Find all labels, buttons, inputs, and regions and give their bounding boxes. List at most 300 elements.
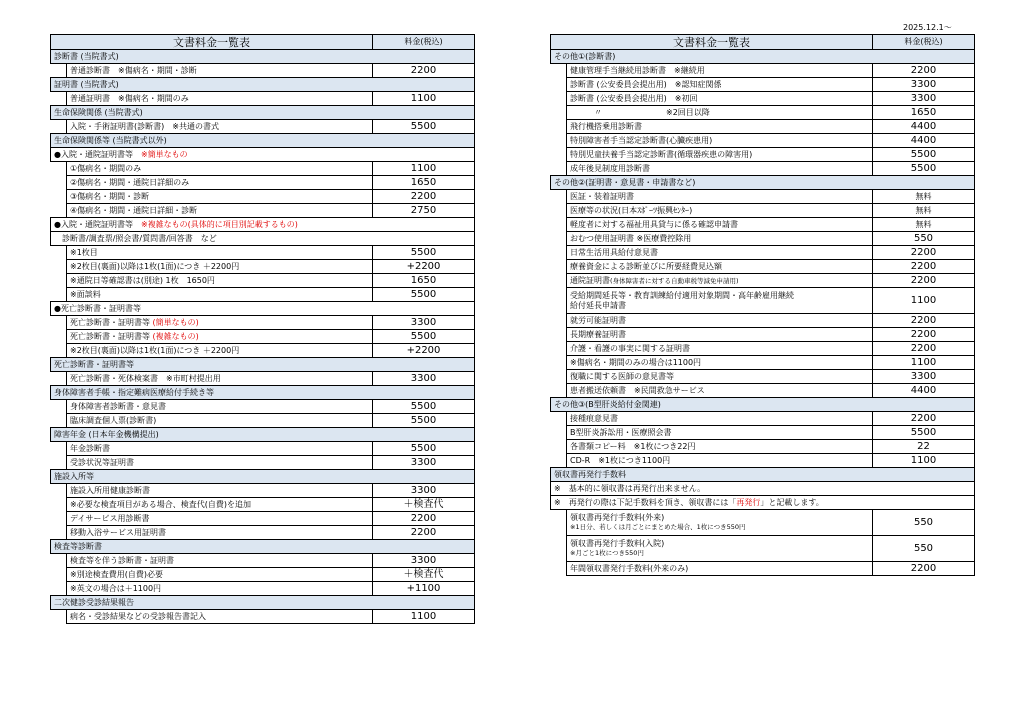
table-row xyxy=(51,246,475,260)
indent-cell xyxy=(551,106,567,120)
table-row xyxy=(551,120,975,134)
label-text: ●入院・通院証明書等 xyxy=(54,219,141,229)
item-label xyxy=(67,92,373,106)
table-row xyxy=(551,426,975,440)
price-cell: 2200 xyxy=(373,190,475,204)
label-text: 身体障害者手帳・指定難病医療給付手続き等 xyxy=(54,387,214,397)
table-row xyxy=(551,288,975,314)
price-cell: 5500 xyxy=(373,330,475,344)
price-cell: ＋検査代 xyxy=(373,568,475,582)
table-row xyxy=(51,302,475,316)
indent-cell xyxy=(51,582,67,596)
table-row xyxy=(551,148,975,162)
price-cell: 2200 xyxy=(873,562,975,576)
section-label xyxy=(551,50,975,64)
item-label xyxy=(567,440,873,454)
indent-cell xyxy=(51,414,67,428)
item-label xyxy=(567,120,873,134)
item-label xyxy=(67,582,373,596)
label-text: 施設入所等 xyxy=(54,471,94,481)
label-text: 診断書 (公安委員会提出用) ※認知症関係 xyxy=(570,79,722,89)
section-label xyxy=(551,176,975,190)
item-label-line1: 領収書再発行手数料(外来) xyxy=(570,513,665,523)
label-text: 接種痕意見書 xyxy=(570,413,618,423)
label-text: 患者搬送依頼書 ※民間救急サービス xyxy=(570,385,705,395)
price-cell: 1100 xyxy=(373,610,475,624)
indent-cell xyxy=(51,512,67,526)
price-cell: +2200 xyxy=(373,260,475,274)
label-text: 移動入浴サービス用証明書 xyxy=(70,527,166,537)
item-label xyxy=(67,260,373,274)
price-cell: +2200 xyxy=(373,344,475,358)
label-text: その他③(B型肝炎給付金関連) xyxy=(554,399,661,409)
table-row xyxy=(51,442,475,456)
indent-cell xyxy=(551,536,567,562)
label-text: ②傷病名・期間・通院日詳細のみ xyxy=(70,177,190,187)
price-cell: 3300 xyxy=(373,316,475,330)
item-label xyxy=(67,414,373,428)
table-row xyxy=(51,148,475,162)
label-text: 死亡診断書・死体検案書 ※市町村提出用 xyxy=(70,373,221,383)
table-row xyxy=(51,64,475,78)
table-row xyxy=(51,512,475,526)
section-label xyxy=(51,470,475,484)
indent-cell xyxy=(551,120,567,134)
item-label-line1: 受給期間延長等・教育訓練給付適用対象期間・高年齢雇用継続 xyxy=(570,290,794,300)
item-label xyxy=(567,190,873,204)
item-label xyxy=(67,204,373,218)
row-label xyxy=(51,302,475,316)
label-text: 診断書 (当院書式) xyxy=(54,51,119,61)
price-cell: 3300 xyxy=(373,372,475,386)
item-label xyxy=(567,260,873,274)
price-cell: 無料 xyxy=(873,218,975,232)
label-text: 診断書/調査票/照会書/質問書/回答書 など xyxy=(54,233,217,243)
indent-cell xyxy=(51,176,67,190)
left-fee-table xyxy=(50,34,475,624)
indent-cell xyxy=(51,568,67,582)
table-row xyxy=(51,120,475,134)
section-label xyxy=(51,358,475,372)
table-row xyxy=(551,78,975,92)
indent-cell xyxy=(551,328,567,342)
indent-cell xyxy=(51,120,67,134)
indent-cell xyxy=(51,400,67,414)
label-text: ①傷病名・期間のみ xyxy=(70,163,142,173)
row-label xyxy=(51,218,475,232)
price-cell: 550 xyxy=(873,232,975,246)
indent-cell xyxy=(51,288,67,302)
table-row xyxy=(51,456,475,470)
price-cell: 3300 xyxy=(373,554,475,568)
label-text: CD-R ※1枚につき1100円 xyxy=(570,455,671,465)
table-header-row xyxy=(51,35,475,50)
table-title: 文書料金一覧表 xyxy=(51,35,373,50)
price-cell: 3300 xyxy=(873,370,975,384)
label-text: ④傷病名・期間・通院日詳細・診断 xyxy=(70,205,198,215)
indent-cell xyxy=(51,162,67,176)
label-text: 身体障害者診断書・意見書 xyxy=(70,401,166,411)
highlight-text: 再発行 xyxy=(736,497,761,507)
indent-cell xyxy=(51,246,67,260)
table-header-row xyxy=(551,35,975,50)
price-cell: 5500 xyxy=(373,400,475,414)
item-label xyxy=(567,454,873,468)
price-cell: 4400 xyxy=(873,120,975,134)
item-label xyxy=(567,370,873,384)
indent-cell xyxy=(51,498,67,512)
indent-cell xyxy=(551,412,567,426)
label-text: 領収書再発行手数料 xyxy=(554,469,626,479)
table-row xyxy=(51,232,475,246)
table-row xyxy=(551,106,975,120)
item-label xyxy=(67,498,373,512)
indent-cell xyxy=(551,148,567,162)
label-text: 就労可能証明書 xyxy=(570,315,626,325)
indent-cell xyxy=(551,274,567,288)
item-label xyxy=(67,554,373,568)
label-text: 年金診断書 xyxy=(70,443,110,453)
item-label-line2: ※月ごと1枚につき550円 xyxy=(570,549,644,558)
table-row xyxy=(51,400,475,414)
price-cell: 4400 xyxy=(873,384,975,398)
indent-cell xyxy=(51,372,67,386)
item-label xyxy=(567,78,873,92)
item-label xyxy=(567,384,873,398)
small-text: (身体障害者に対する自動車税等減免申請用) xyxy=(610,276,739,285)
indent-cell xyxy=(51,526,67,540)
indent-cell xyxy=(551,426,567,440)
item-label xyxy=(67,400,373,414)
item-label xyxy=(567,148,873,162)
row-label xyxy=(51,232,475,246)
price-cell: 5500 xyxy=(373,442,475,456)
indent-cell xyxy=(51,344,67,358)
label-text: 特別障害者手当認定診断書(心臓疾患用) xyxy=(570,135,713,145)
highlight-text: ※複雑なもの(具体的に項目別記載するもの) xyxy=(140,219,298,229)
label-text: 証明書 (当院書式) xyxy=(54,79,119,89)
item-label xyxy=(567,134,873,148)
item-label xyxy=(67,610,373,624)
price-cell: +1100 xyxy=(373,582,475,596)
indent-cell xyxy=(551,232,567,246)
section-row xyxy=(551,176,975,190)
right-fee-table xyxy=(550,34,975,576)
item-label xyxy=(567,562,873,576)
label-text: 介護・看護の事実に関する証明書 xyxy=(570,343,690,353)
indent-cell xyxy=(51,260,67,274)
section-label xyxy=(51,540,475,554)
label-text: 普通診断書 ※傷病名・期間・診断 xyxy=(70,65,197,75)
indent-cell xyxy=(551,134,567,148)
item-label xyxy=(67,190,373,204)
section-row xyxy=(51,106,475,120)
item-label xyxy=(67,330,373,344)
table-row xyxy=(551,412,975,426)
label-text: 復職に関する医師の意見書等 xyxy=(570,371,674,381)
item-label xyxy=(567,328,873,342)
indent-cell xyxy=(551,64,567,78)
price-cell: 2200 xyxy=(373,512,475,526)
label-text: 病名・受診結果などの受診報告書記入 xyxy=(70,611,206,621)
label-text: 軽度者に対する福祉用具貸与に係る確認申請書 xyxy=(570,219,738,229)
table-row xyxy=(551,314,975,328)
item-label xyxy=(67,526,373,540)
label-text: ※1枚目 xyxy=(70,247,98,257)
table-row xyxy=(51,316,475,330)
indent-cell xyxy=(551,204,567,218)
label-text: 特別児童扶養手当認定診断書(循環器疾患の障害用) xyxy=(570,149,753,159)
section-row xyxy=(551,468,975,482)
item-label xyxy=(67,288,373,302)
label-text-after: 」と記載します。 xyxy=(760,497,824,507)
section-row xyxy=(51,134,475,148)
table-row xyxy=(551,454,975,468)
price-cell: 3300 xyxy=(373,456,475,470)
table-row xyxy=(51,260,475,274)
item-label-line1: 領収書再発行手数料(入院) xyxy=(570,539,665,549)
label-text: 通院証明書 xyxy=(570,275,610,285)
label-text: 診断書 (公安委員会提出用) ※初回 xyxy=(570,93,698,103)
label-text: ●死亡診断書・証明書等 xyxy=(54,303,141,313)
section-label xyxy=(51,50,475,64)
table-row xyxy=(551,356,975,370)
table-row xyxy=(551,510,975,536)
item-label xyxy=(67,64,373,78)
table-row xyxy=(551,562,975,576)
price-cell: 5500 xyxy=(873,148,975,162)
item-label xyxy=(67,344,373,358)
item-label xyxy=(567,92,873,106)
indent-cell xyxy=(551,190,567,204)
price-cell: 1650 xyxy=(373,176,475,190)
item-label xyxy=(567,232,873,246)
item-label xyxy=(67,246,373,260)
item-label xyxy=(67,568,373,582)
label-text: デイサービス用診断書 xyxy=(70,513,150,523)
section-row xyxy=(51,428,475,442)
label-text: ※傷病名・期間のみの場合は1100円 xyxy=(570,357,702,367)
price-cell: 2200 xyxy=(873,274,975,288)
section-row xyxy=(51,358,475,372)
item-label xyxy=(567,106,873,120)
table-row xyxy=(551,342,975,356)
label-text: 成年後見制度用診断書 xyxy=(570,163,650,173)
indent-cell xyxy=(51,64,67,78)
item-label xyxy=(567,536,873,562)
section-label xyxy=(51,106,475,120)
item-label xyxy=(567,274,873,288)
label-text: 医療等の状況(日本ｽﾎﾟｰﾂ振興ｾﾝﾀｰ) xyxy=(570,205,693,215)
price-cell: 5500 xyxy=(373,246,475,260)
label-text: ※別途検査費用(自費)必要 xyxy=(70,569,163,579)
table-row xyxy=(551,162,975,176)
label-text: 長期療養証明書 xyxy=(570,329,626,339)
item-label xyxy=(567,64,873,78)
label-text: 療養資金による診断並びに所要経費見込額 xyxy=(570,261,722,271)
table-row xyxy=(51,498,475,512)
table-row xyxy=(51,484,475,498)
item-label xyxy=(567,342,873,356)
price-cell: 3300 xyxy=(373,484,475,498)
table-row xyxy=(551,64,975,78)
indent-cell xyxy=(51,554,67,568)
table-row xyxy=(51,330,475,344)
label-text: 生命保険関係等 (当院書式以外) xyxy=(54,135,167,145)
section-row xyxy=(551,50,975,64)
table-row xyxy=(551,328,975,342)
table-row xyxy=(51,162,475,176)
indent-cell xyxy=(551,218,567,232)
indent-cell xyxy=(551,370,567,384)
table-row xyxy=(51,554,475,568)
price-cell: 2200 xyxy=(873,246,975,260)
price-cell: 1650 xyxy=(373,274,475,288)
label-text: ※英文の場合は＋1100円 xyxy=(70,583,162,593)
item-label xyxy=(567,426,873,440)
table-row xyxy=(551,274,975,288)
table-row xyxy=(551,204,975,218)
label-text: ※ 基本的に領収書は再発行出来ません。 xyxy=(554,483,706,493)
label-text: 二次健診受診結果報告 xyxy=(54,597,134,607)
section-row xyxy=(51,540,475,554)
item-label xyxy=(67,512,373,526)
label-text: 障害年金 (日本年金機構提出) xyxy=(54,429,159,439)
item-label xyxy=(67,442,373,456)
item-label xyxy=(67,176,373,190)
highlight-text: (複雑なもの) xyxy=(152,331,199,341)
price-cell: 2200 xyxy=(873,342,975,356)
price-cell: ＋検査代 xyxy=(373,498,475,512)
indent-cell xyxy=(551,314,567,328)
label-text: 死亡診断書・証明書等 xyxy=(70,317,153,327)
table-row xyxy=(51,568,475,582)
price-cell: 3300 xyxy=(873,92,975,106)
price-cell: 1650 xyxy=(873,106,975,120)
price-cell: 無料 xyxy=(873,204,975,218)
price-cell: 4400 xyxy=(873,134,975,148)
table-row xyxy=(551,496,975,510)
price-cell: 2200 xyxy=(873,64,975,78)
indent-cell xyxy=(51,204,67,218)
label-text: 生命保険関係 (当院書式) xyxy=(54,107,143,117)
label-text: 日常生活用具給付意見書 xyxy=(570,247,658,257)
table-row xyxy=(551,134,975,148)
indent-cell xyxy=(551,454,567,468)
price-cell: 2200 xyxy=(873,412,975,426)
table-title: 文書料金一覧表 xyxy=(551,35,873,50)
label-text: おむつ使用証明書 ※医療費控除用 xyxy=(570,233,692,243)
price-cell: 5500 xyxy=(373,414,475,428)
table-row xyxy=(551,232,975,246)
label-text: 死亡診断書・証明書等 xyxy=(54,359,134,369)
item-label xyxy=(567,218,873,232)
item-label xyxy=(567,204,873,218)
price-cell: 2200 xyxy=(373,526,475,540)
indent-cell xyxy=(51,610,67,624)
item-label xyxy=(67,372,373,386)
table-row xyxy=(551,440,975,454)
price-cell: 3300 xyxy=(873,78,975,92)
label-text: 医証・装着証明書 xyxy=(570,191,634,201)
item-label xyxy=(567,246,873,260)
table-row xyxy=(51,204,475,218)
table-row xyxy=(51,288,475,302)
label-text: 検査等診断書 xyxy=(54,541,102,551)
table-row xyxy=(51,414,475,428)
price-cell: 5500 xyxy=(373,120,475,134)
table-row xyxy=(51,372,475,386)
label-text: ※通院日等確認書は(別途) 1枚 1650円 xyxy=(70,275,215,285)
indent-cell xyxy=(551,246,567,260)
item-label xyxy=(67,484,373,498)
item-label xyxy=(567,288,873,314)
label-text: ※ 再発行の際は下記手数料を頂き、領収書には「 xyxy=(554,497,737,507)
section-row xyxy=(51,78,475,92)
indent-cell xyxy=(551,356,567,370)
price-cell: 無料 xyxy=(873,190,975,204)
label-text: 各書類コピー料 ※1枚につき22円 xyxy=(570,441,696,451)
label-text: その他②(証明書・意見書・申請書など) xyxy=(554,177,696,187)
price-cell: 2200 xyxy=(373,64,475,78)
indent-cell xyxy=(51,330,67,344)
table-row xyxy=(551,246,975,260)
label-text: ③傷病名・期間・診断 xyxy=(70,191,150,201)
section-row xyxy=(51,596,475,610)
price-cell: 2200 xyxy=(873,328,975,342)
table-row xyxy=(551,218,975,232)
indent-cell xyxy=(51,316,67,330)
item-label xyxy=(567,314,873,328)
effective-date: 2025.12.1～ xyxy=(903,23,952,32)
section-row xyxy=(51,50,475,64)
item-label-line2: ※1日分、若しくは月ごとにまとめた場合、1枚につき550円 xyxy=(570,523,746,532)
table-row xyxy=(551,260,975,274)
section-label xyxy=(51,596,475,610)
label-text: 施設入所用健康診断書 xyxy=(70,485,150,495)
table-row xyxy=(551,190,975,204)
table-row xyxy=(51,274,475,288)
item-label xyxy=(67,456,373,470)
price-cell: 1100 xyxy=(373,162,475,176)
table-row xyxy=(51,176,475,190)
indent-cell xyxy=(51,456,67,470)
section-label xyxy=(51,428,475,442)
price-cell: 2750 xyxy=(373,204,475,218)
item-label xyxy=(67,316,373,330)
price-cell: 5500 xyxy=(873,162,975,176)
item-label xyxy=(567,162,873,176)
label-text: 入院・手術証明書(診断書) ※共通の書式 xyxy=(70,121,219,131)
row-label xyxy=(551,496,975,510)
label-text: ※2枚目(裏面)以降は1枚(1面)につき ＋2200円 xyxy=(70,261,240,271)
item-label xyxy=(567,412,873,426)
highlight-text: ※簡単なもの xyxy=(140,149,188,159)
indent-cell xyxy=(51,92,67,106)
price-cell: 550 xyxy=(873,510,975,536)
table-row xyxy=(51,344,475,358)
indent-cell xyxy=(551,384,567,398)
indent-cell xyxy=(551,440,567,454)
label-text: 健康管理手当継続用診断書 ※継続用 xyxy=(570,65,705,75)
indent-cell xyxy=(551,288,567,314)
indent-cell xyxy=(551,92,567,106)
table-row xyxy=(551,92,975,106)
label-text: 〃 ※2回目以降 xyxy=(570,107,710,117)
table-row xyxy=(551,482,975,496)
label-text: 飛行機搭乗用診断書 xyxy=(570,121,642,131)
price-cell: 1100 xyxy=(373,92,475,106)
